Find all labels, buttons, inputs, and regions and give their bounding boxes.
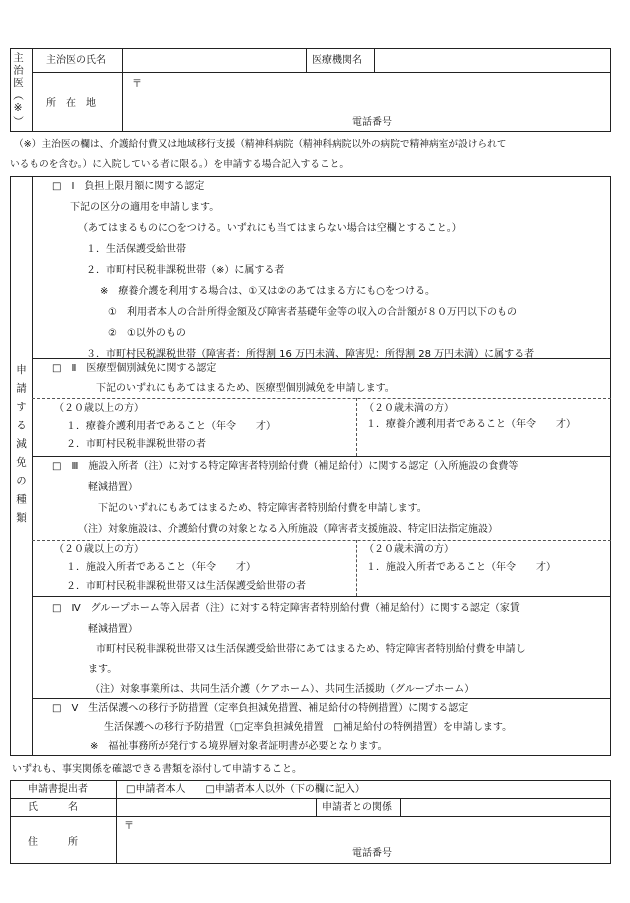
section2-left-item[interactable]: ２．市町村民税非課税世帯の者 [66, 439, 206, 450]
section4-note: （注）対象事業所は、共同生活介護（ケアホーム）、共同生活援助（グループホーム） [90, 684, 475, 695]
applicant-table-divider [316, 798, 317, 816]
section3-right-item[interactable]: １．施設入所者であること（年令 才） [366, 562, 556, 573]
reduction-side-label: 申請する減免の種類 [15, 364, 27, 531]
institution-field[interactable] [377, 50, 609, 70]
section3-note: （注）対象施設は、介護給付費の対象となる入所施設（障害者支援施設、特定旧法指定施設） [78, 524, 498, 535]
applicant-table-divider [10, 816, 611, 817]
section2-title[interactable]: □ Ⅱ 医療型個別減免に関する認定 [52, 363, 217, 374]
relation-label: 申請者との関係 [322, 802, 392, 813]
section1-option[interactable]: ２．市町村民税非課税世帯（※）に属する者 [86, 265, 285, 276]
section3-title-cont: 軽減措置） [88, 482, 138, 493]
doctor-address-label: 所 在 地 [46, 98, 96, 109]
institution-label: 医療機関名 [312, 55, 362, 66]
section1-option[interactable]: ① 利用者本人の合計所得金額及び障害者基礎年金等の収入の合計額が８０万円以下のもの [108, 307, 517, 318]
doctor-side-label: 主治医（※） [12, 52, 24, 129]
postal-mark: 〒 [124, 821, 134, 832]
section5-note: ※ 福祉事務所が発行する境界層対象者証明書が必要となります。 [90, 741, 388, 752]
section1-option[interactable]: １．生活保護受給世帯 [86, 244, 186, 255]
doctor-phone-label: 電話番号 [352, 117, 392, 128]
applicant-name-label: 氏 名 [28, 802, 78, 813]
section2-dashed-divider [356, 398, 357, 456]
section5-line[interactable]: 生活保護への移行予防措置（□定率負担減免措置 □補足給付の特例措置）を申請します。 [104, 722, 513, 733]
applicant-table-divider [116, 780, 117, 864]
section3-dashed-line [32, 540, 611, 541]
applicant-phone-label: 電話番号 [352, 848, 392, 859]
section3-left-item[interactable]: ２．市町村民税非課税世帯又は生活保護受給世帯の者 [66, 581, 306, 592]
section-divider [32, 456, 611, 457]
section1-line: 下記の区分の適用を申請します。 [70, 202, 220, 213]
section1-option[interactable]: ② ①以外のもの [108, 328, 186, 339]
reduction-table-divider [32, 176, 33, 756]
section4-line: ます。 [88, 664, 118, 675]
doctor-table-divider [306, 48, 307, 72]
note-top-line: いるものを含む。）に入院している者に限る。）を申請する場合記入すること。 [10, 159, 350, 170]
section3-left-item[interactable]: １．施設入所者であること（年令 才） [66, 562, 256, 573]
section2-right-item[interactable]: １．療養介護利用者であること（年令 才） [366, 419, 576, 430]
submitter-options[interactable]: □申請者本人 □申請者本人以外（下の欄に記入） [126, 784, 365, 795]
section-divider [32, 596, 611, 597]
section5-title[interactable]: □ Ⅴ 生活保護への移行予防措置（定率負担減免措置、補足給付の特例措置）に関する認定 [52, 703, 469, 714]
section4-title[interactable]: □ Ⅳ グループホーム等入居者（注）に対する特定障害者特別給付費（補足給付）に関する認定（家賃 [52, 603, 520, 614]
section3-line: 下記のいずれにもあてはまるため、特定障害者特別給付費を申請します。 [98, 503, 427, 514]
applicant-address-label: 住 所 [28, 837, 78, 848]
submitter-label: 申請書提出者 [28, 784, 88, 795]
section2-dashed-line [32, 398, 611, 399]
note-top-line: （※）主治医の欄は、介護給付費又は地域移行支援（精神科病院（精神科病院以外の病院で精神病室が設けられて [14, 139, 507, 150]
section1-line: （あてはまるものに○をつける。いずれにも当てはまらない場合は空欄とすること。） [78, 223, 462, 234]
section-divider [32, 358, 611, 359]
doctor-table-divider [32, 72, 611, 73]
applicant-name-field[interactable] [118, 799, 314, 815]
doctor-table-divider [374, 48, 375, 72]
section1-title[interactable]: □ Ⅰ 負担上限月額に関する認定 [52, 181, 205, 192]
applicant-table-divider [400, 798, 401, 816]
section1-option[interactable]: ３．市町村民税課税世帯（障害者：所得割 16 万円未満、障害児：所得割 28 万円未満）に属する者 [86, 349, 535, 360]
section4-title-cont: 軽減措置） [88, 624, 138, 635]
section-divider [32, 698, 611, 699]
postal-mark: 〒 [132, 79, 142, 90]
note-bottom: いずれも、事実関係を確認できる書類を添付して申請すること。 [12, 764, 302, 775]
section3-right-head: （２０歳未満の方） [364, 544, 454, 555]
section3-dashed-divider [356, 540, 357, 596]
section3-left-head: （２０歳以上の方） [54, 544, 144, 555]
doctor-table-divider [122, 48, 123, 132]
section3-title[interactable]: □ Ⅲ 施設入所者（注）に対する特定障害者特別給付費（補足給付）に関する認定（入所施設の食費等 [52, 461, 519, 472]
section2-left-item[interactable]: １．療養介護利用者であること（年令 才） [66, 421, 276, 432]
doctor-table-divider [32, 48, 33, 132]
section2-line: 下記のいずれにもあてはまるため、医療型個別減免を申請します。 [96, 383, 395, 394]
section1-line: ※ 療養介護を利用する場合は、①又は②のあてはまる方にも○をつける。 [100, 286, 436, 297]
doctor-name-field[interactable] [124, 50, 304, 70]
section2-right-head: （２０歳未満の方） [364, 403, 454, 414]
relation-field[interactable] [402, 799, 609, 815]
section4-line: 市町村民税非課税世帯又は生活保護受給世帯にあてはまるため、特定障害者特別給付費を申請し [96, 644, 526, 655]
section2-left-head: （２０歳以上の方） [54, 403, 144, 414]
doctor-name-label: 主治医の氏名 [46, 55, 106, 66]
